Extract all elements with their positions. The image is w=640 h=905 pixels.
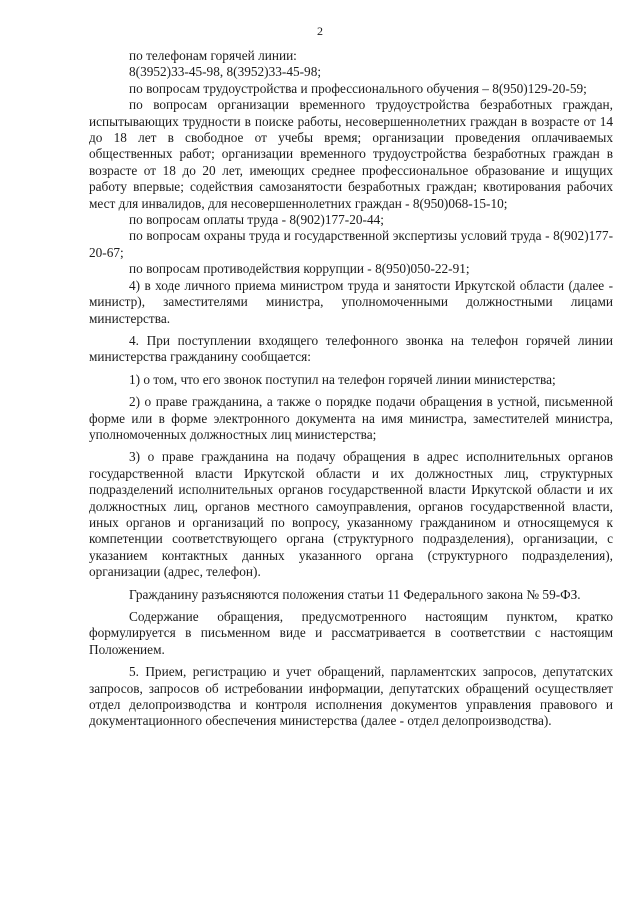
paragraph: по телефонам горячей линии: <box>129 48 297 63</box>
paragraph: 1) о том, что его звонок поступил на телефон горячей линии министерства; <box>129 371 556 387</box>
paragraph: по вопросам охраны труда и государственной экспертизы условий труда - 8(902)177-20-67; <box>89 228 613 260</box>
paragraph: по вопросам организации временного трудоустройства безработных граждан, испытывающих трудности в поиске работы, несовершеннолетних граждан в возрасте от 14 до 18 лет в свободное от учебы время; организации проведения оплачиваемых общественных работ; организации временного трудоустройства безработных граждан в возрасте от 18 до 20 лет, имеющих среднее профессиональное образование и ищущих работу впервые; содействия самозанятости безработных граждан; квотирования рабочих мест для инвалидов, для несовершеннолетних граждан - 8(950)068-15-10; <box>89 97 613 211</box>
paragraph: 3) о праве гражданина на подачу обращения в адрес исполнительных органов государственной власти Иркутской области и их должностных лиц, структурных подразделений исполнительных органов государственной власти Иркутской области и их должностных лиц, органов местного самоуправления, органов государственной власти, иных органов и организаций по вопросу, указанному гражданином и относящемуся к компетенции соответствующего органа (структурного подразделения), организации, с указанием контактных данных указанного органа (структурного подразделения), организации (адрес, телефон). <box>89 449 613 580</box>
document-body <box>89 48 613 730</box>
paragraph: по вопросам противодействия коррупции - 8(950)050-22-91; <box>129 261 470 277</box>
paragraph: по вопросам трудоустройства и профессионального обучения – 8(950)129-20-59; <box>129 80 587 96</box>
paragraph: 2) о праве гражданина, а также о порядке подачи обращения в устной, письменной форме или в форме электронного документа на имя министра, заместителей министра, уполномоченных должностных лиц министерства; <box>89 394 613 442</box>
page-number: 2 <box>317 24 323 38</box>
paragraph: 8(3952)33-45-98, 8(3952)33-45-98; <box>129 64 322 80</box>
paragraph: 4. При поступлении входящего телефонного звонка на телефон горячей линии министерства гражданину сообщается: <box>89 332 613 365</box>
paragraph: 4) в ходе личного приема министром труда и занятости Иркутской области (далее - министр), заместителями министра, уполномоченными должностными лицами министерства. <box>89 277 613 326</box>
paragraph: 5. Прием, регистрацию и учет обращений, парламентских запросов, депутатских запросов, запросов об истребовании информации, депутатских обращений осуществляет отдел делопроизводства и контроля исполнения документов управления правового и документационного обеспечения министерства (далее - отдел делопроизводства). <box>89 664 613 729</box>
paragraph: Содержание обращения, предусмотренного настоящим пунктом, кратко формулируется в письменном виде и рассматривается в соответствии с настоящим Положением. <box>89 609 613 657</box>
paragraph: по вопросам оплаты труда - 8(902)177-20-44; <box>129 212 384 228</box>
paragraph: Гражданину разъясняются положения статьи 11 Федерального закона № 59-ФЗ. <box>129 586 581 602</box>
